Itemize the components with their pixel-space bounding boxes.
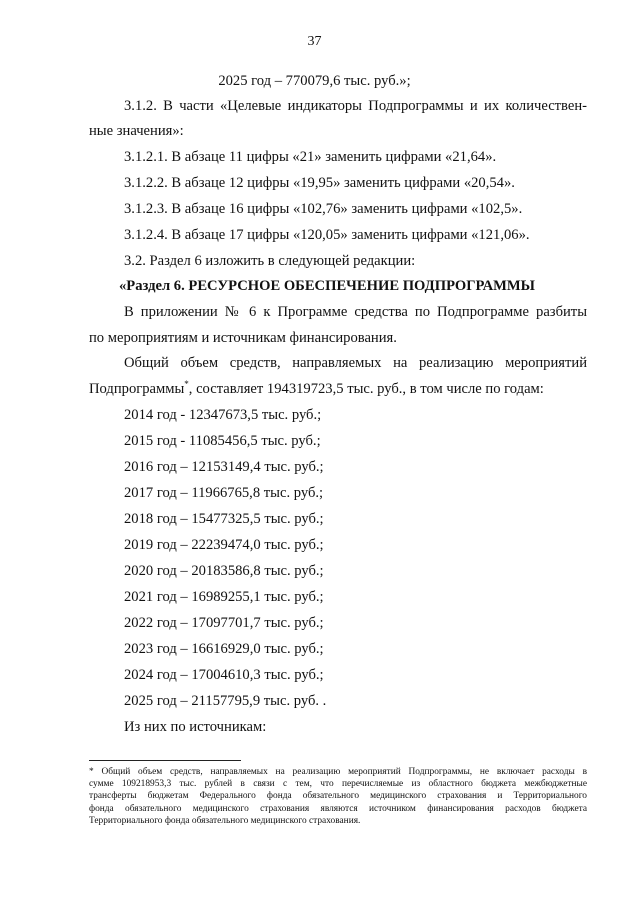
page-number: 37 [307,34,322,49]
text-line: 2025 год – 770079,6 тыс. руб.»; [218,73,411,89]
text-line: 3.2. Раздел 6 изложить в следующей редакции: [124,253,416,269]
footnote [89,766,587,827]
year-line: 2014 год - 12347673,5 тыс. руб.; [124,407,322,423]
year-line: 2025 год – 21157795,9 тыс. руб. . [124,693,327,709]
footnote-line: фонда обязательного медицинского страхования являются источником финансирования расходов бюджета [89,803,587,814]
text-line: Общий объем средств, направляемых на реализацию мероприятий [124,355,587,371]
text-fragment: , составляет 194319723,5 тыс. руб., в том числе по годам: [188,381,544,397]
year-line: 2021 год – 16989255,1 тыс. руб.; [124,589,324,605]
text-line: 3.1.2.1. В абзаце 11 цифры «21» заменить цифрами «21,64». [124,149,497,165]
year-line: 2023 год – 16616929,0 тыс. руб.; [124,641,324,657]
year-line: 2017 год – 11966765,8 тыс. руб.; [124,485,324,501]
text-line: В приложении № 6 к Программе средства по Подпрограмме разбиты [124,304,587,320]
footnote-line: Территориального фонда обязательного медицинского страхования. [89,815,361,826]
text-line: 3.1.2. В части «Целевые индикаторы Подпрограммы и их количествен- [124,98,587,114]
year-line: 2019 год – 22239474,0 тыс. руб.; [124,537,324,553]
text-line [89,380,544,398]
text-line: Из них по источникам: [124,719,267,735]
text-line: 3.1.2.3. В абзаце 16 цифры «102,76» заменить цифрами «102,5». [124,201,523,217]
footnote-marker: * [184,379,189,390]
footnote-divider [89,760,241,761]
text-line: 3.1.2.4. В абзаце 17 цифры «120,05» заменить цифрами «121,06». [124,227,530,243]
text-line: 3.1.2.2. В абзаце 12 цифры «19,95» заменить цифрами «20,54». [124,175,515,191]
year-line: 2024 год – 17004610,3 тыс. руб.; [124,667,324,683]
section-heading: «Раздел 6. РЕСУРСНОЕ ОБЕСПЕЧЕНИЕ ПОДПРОГРАММЫ [119,278,536,294]
text-line: по мероприятиям и источникам финансирования. [89,330,397,346]
year-line: 2018 год – 15477325,5 тыс. руб.; [124,511,324,527]
footnote-line: * Общий объем средств, направляемых на реализацию мероприятий Подпрограммы, не включает расходы в [89,767,587,777]
footnote-line: сумме 109218953,3 тыс. рублей в связи с тем, что перечисляемые из областного бюджета межбюджетные [89,779,587,790]
text-fragment: Подпрограммы [89,381,185,397]
year-line: 2016 год – 12153149,4 тыс. руб.; [124,459,324,475]
year-line: 2015 год - 11085456,5 тыс. руб.; [124,433,321,449]
year-line: 2022 год – 17097701,7 тыс. руб.; [124,615,324,631]
text-line: ные значения»: [89,123,184,139]
year-line: 2020 год – 20183586,8 тыс. руб.; [124,563,324,579]
footnote-line: трансферты бюджетам Федерального фонда обязательного медицинского страхования и Территориального [89,791,587,802]
